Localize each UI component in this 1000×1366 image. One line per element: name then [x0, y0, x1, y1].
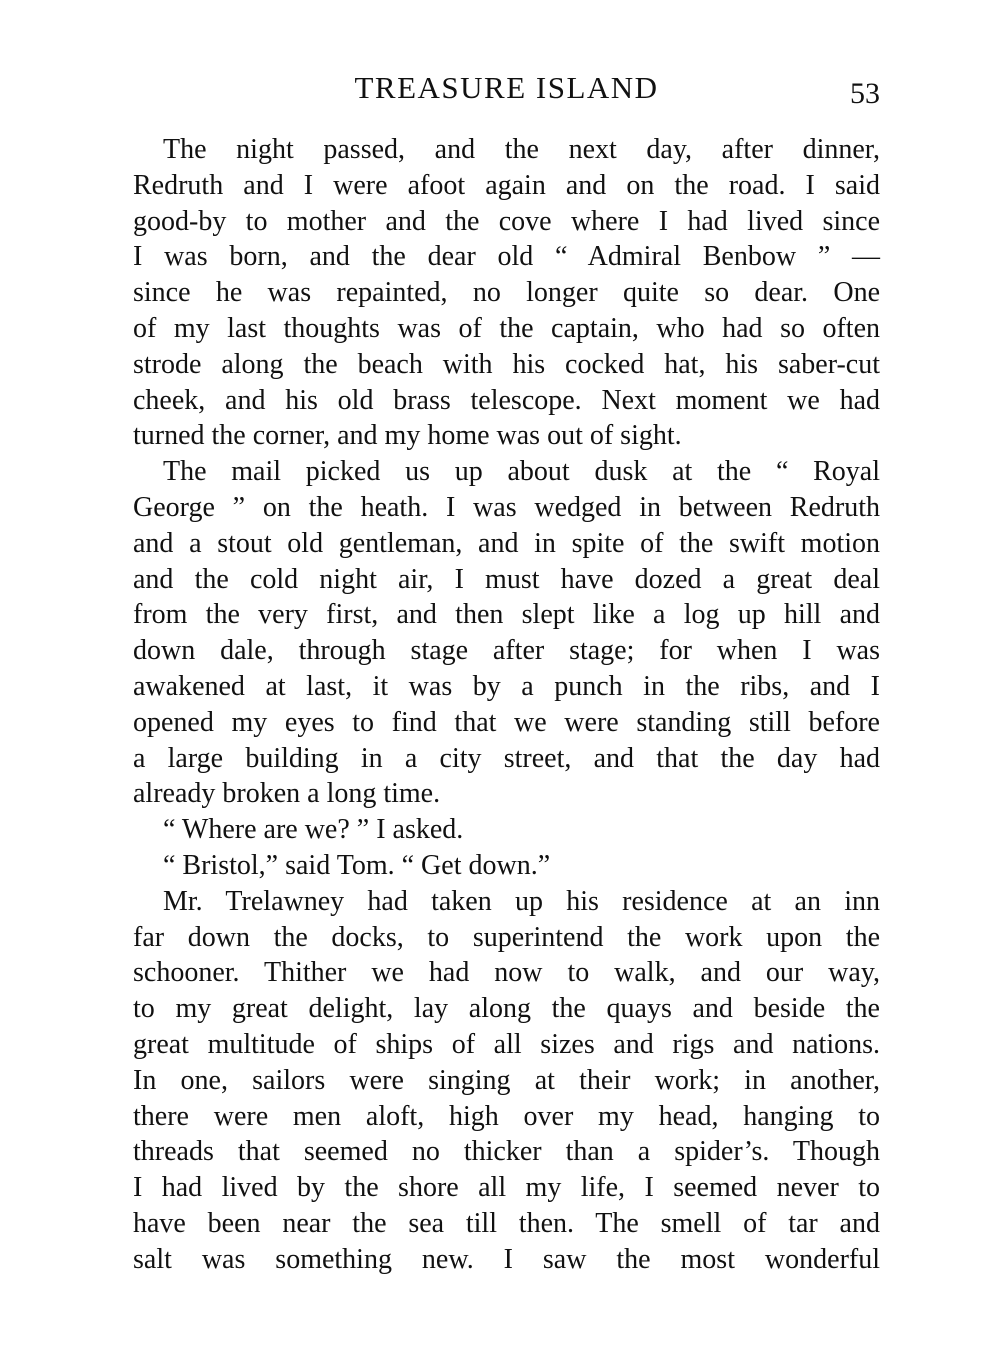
text-line: The night passed, and the next day, after dinner,	[163, 134, 880, 165]
text-line: and a stout old gentleman, and in spite of the swift motion	[133, 527, 880, 559]
running-title: TREASURE ISLAND	[354, 70, 659, 105]
text-line: In one, sailors were singing at their work; in another,	[133, 1064, 880, 1096]
page-number: 53	[850, 77, 880, 110]
text-line: Mr. Trelawney had taken up his residence at an inn	[163, 885, 880, 917]
text-line: “ Where are we? ” I asked.	[163, 814, 464, 846]
text-line: far down the docks, to superintend the work upon the	[133, 921, 880, 953]
text-line: awakened at last, it was by a punch in the ribs, and I	[133, 670, 880, 702]
text-line: from the very first, and then slept like a log up hill and	[133, 599, 880, 631]
running-head	[133, 66, 880, 114]
text-line: salt was something new. I saw the most wonderful	[133, 1243, 880, 1275]
text-line: and the cold night air, I must have dozed a great deal	[133, 563, 880, 595]
text-line: I was born, and the dear old “ Admiral Benbow ” —	[133, 241, 880, 273]
text-line: Redruth and I were afoot again and on the road. I said	[133, 169, 880, 201]
text-line: George ” on the heath. I was wedged in between Redruth	[133, 491, 880, 523]
text-line: turned the corner, and my home was out of sight.	[133, 420, 682, 452]
body-text	[133, 132, 880, 1278]
text-line: since he was repainted, no longer quite so dear. One	[133, 277, 880, 309]
text-line: good-by to mother and the cove where I had lived since	[133, 205, 880, 237]
text-line: strode along the beach with his cocked hat, his saber-cut	[133, 348, 880, 380]
text-line: The mail picked us up about dusk at the “ Royal	[163, 456, 880, 488]
text-line: schooner. Thither we had now to walk, and our way,	[133, 957, 880, 989]
text-line: already broken a long time.	[133, 778, 441, 810]
text-line: cheek, and his old brass telescope. Next moment we had	[133, 384, 880, 416]
text-line: “ Bristol,” said Tom. “ Get down.”	[163, 849, 551, 881]
text-line: there were men aloft, high over my head, hanging to	[133, 1100, 880, 1132]
text-line: I had lived by the shore all my life, I seemed never to	[133, 1172, 880, 1204]
text-line: a large building in a city street, and that the day had	[133, 742, 880, 774]
text-line: of my last thoughts was of the captain, who had so often	[133, 312, 880, 344]
text-line: great multitude of ships of all sizes and rigs and nations.	[133, 1028, 880, 1060]
text-line: threads that seemed no thicker than a spider’s. Though	[133, 1136, 880, 1168]
text-line: to my great delight, lay along the quays and beside the	[133, 993, 880, 1025]
text-line: down dale, through stage after stage; for when I was	[133, 635, 880, 667]
text-line: opened my eyes to find that we were standing still before	[133, 706, 880, 738]
text-line: have been near the sea till then. The smell of tar and	[133, 1207, 880, 1239]
